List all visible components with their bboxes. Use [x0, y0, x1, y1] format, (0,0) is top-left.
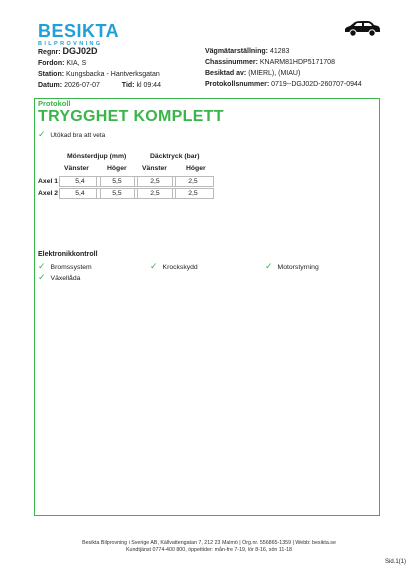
besikta-logo: [38, 22, 119, 47]
electronics-item-label: Krockskydd: [162, 264, 198, 271]
table-col-right-1: Höger: [107, 165, 127, 172]
datum-label: Datum:: [38, 82, 63, 89]
footer-line-1: Besikta Bilprovning i Sverige AB, Källvattengatan 7, 212 23 Malmö | Org.nr. 556865-1359 | Webb: besikta.se: [82, 540, 336, 546]
electronics-item-crash: [150, 261, 198, 272]
regnr-row: [38, 46, 161, 58]
table-col-left-2: Vänster: [142, 165, 167, 172]
chassi-row: [205, 57, 362, 68]
checkmark-icon: ✓: [265, 261, 273, 271]
checkmark-icon: ✓: [150, 261, 158, 271]
axle-2-tread-right: 5,5: [96, 188, 138, 199]
chassi-label: Chassinummer:: [205, 59, 258, 66]
electronics-item-brakes: [38, 261, 92, 272]
besiktad-label: Besiktad av:: [205, 70, 247, 77]
protokoll-value: 0719--DGJ02D-260707-0944: [271, 81, 362, 88]
matar-value: 41283: [269, 48, 290, 55]
axle-2-tread-left: 5,4: [59, 188, 101, 199]
station-label: Station:: [38, 71, 65, 78]
axle-1-label: Axel 1: [38, 178, 59, 185]
footer: [0, 540, 418, 554]
checkmark-icon: ✓: [38, 261, 46, 271]
table-col-left-1: Vänster: [64, 165, 89, 172]
besiktad-value: (MIERL), (MIAU): [248, 70, 301, 77]
vehicle-info: [38, 46, 161, 91]
footer-line-2: Kundtjänst 0774-400 800, öppettider: mån-fre 7-19, lör 8-16, sön 11-18: [126, 547, 292, 553]
table-group-tread: Mönsterdjup (mm): [67, 153, 127, 160]
tid-value: kl 09:44: [136, 82, 161, 89]
table-col-right-2: Höger: [186, 165, 206, 172]
protokoll-row: [205, 79, 362, 90]
status-text: Utökad bra att veta: [50, 132, 106, 139]
axle-1-tread-left: 5,4: [59, 176, 101, 187]
protocol-status: [38, 129, 105, 140]
fordon-value: KIA, S: [66, 60, 87, 67]
electronics-title: Elektronikkontroll: [38, 251, 98, 258]
inspection-meta: [205, 46, 362, 90]
station-value: Kungsbacka - Hantverksgatan: [66, 71, 160, 78]
datum-value: 2026-07-07: [64, 82, 100, 89]
protokoll-label: Protokollsnummer:: [205, 81, 270, 88]
tid-label: Tid:: [121, 82, 135, 89]
chassi-value: KNARM81HDP5171708: [259, 59, 335, 66]
checkmark-icon: ✓: [38, 272, 46, 282]
axle-2-label: Axel 2: [38, 190, 59, 197]
axle-1-tread-right: 5,5: [96, 176, 138, 187]
fordon-row: [38, 58, 161, 69]
checkmark-icon: ✓: [38, 129, 46, 139]
logo-subtext: BILPROVNING: [38, 41, 103, 47]
protocol-label: Protokoll: [38, 99, 71, 108]
electronics-item-label: Motorstyrning: [277, 264, 319, 271]
protocol-box: [34, 98, 380, 516]
electronics-item-label: Växellåda: [50, 275, 81, 282]
axle-1-pressure-left: 2,5: [134, 176, 176, 187]
matar-label: Vägmätarställning:: [205, 48, 269, 55]
page-number: Sid.1(1): [384, 559, 406, 565]
axle-1-pressure-right: 2,5: [172, 176, 214, 187]
electronics-item-gearbox: [38, 272, 80, 283]
matar-row: [205, 46, 362, 57]
car-icon: [342, 18, 382, 38]
electronics-item-label: Bromssystem: [50, 264, 92, 271]
electronics-item-engine: [265, 261, 319, 272]
axle-2-pressure-left: 2,5: [134, 188, 176, 199]
regnr-label: Regnr:: [38, 49, 61, 56]
table-group-pressure: Däcktryck (bar): [150, 153, 200, 160]
logo-text: BESIKTA: [38, 21, 120, 41]
station-row: [38, 69, 161, 80]
datum-row: [38, 80, 161, 91]
regnr-value: DGJ02D: [62, 46, 98, 56]
protocol-title: TRYGGHET KOMPLETT: [38, 108, 224, 125]
besiktad-row: [205, 68, 362, 79]
axle-2-pressure-right: 2,5: [172, 188, 214, 199]
fordon-label: Fordon:: [38, 60, 65, 67]
